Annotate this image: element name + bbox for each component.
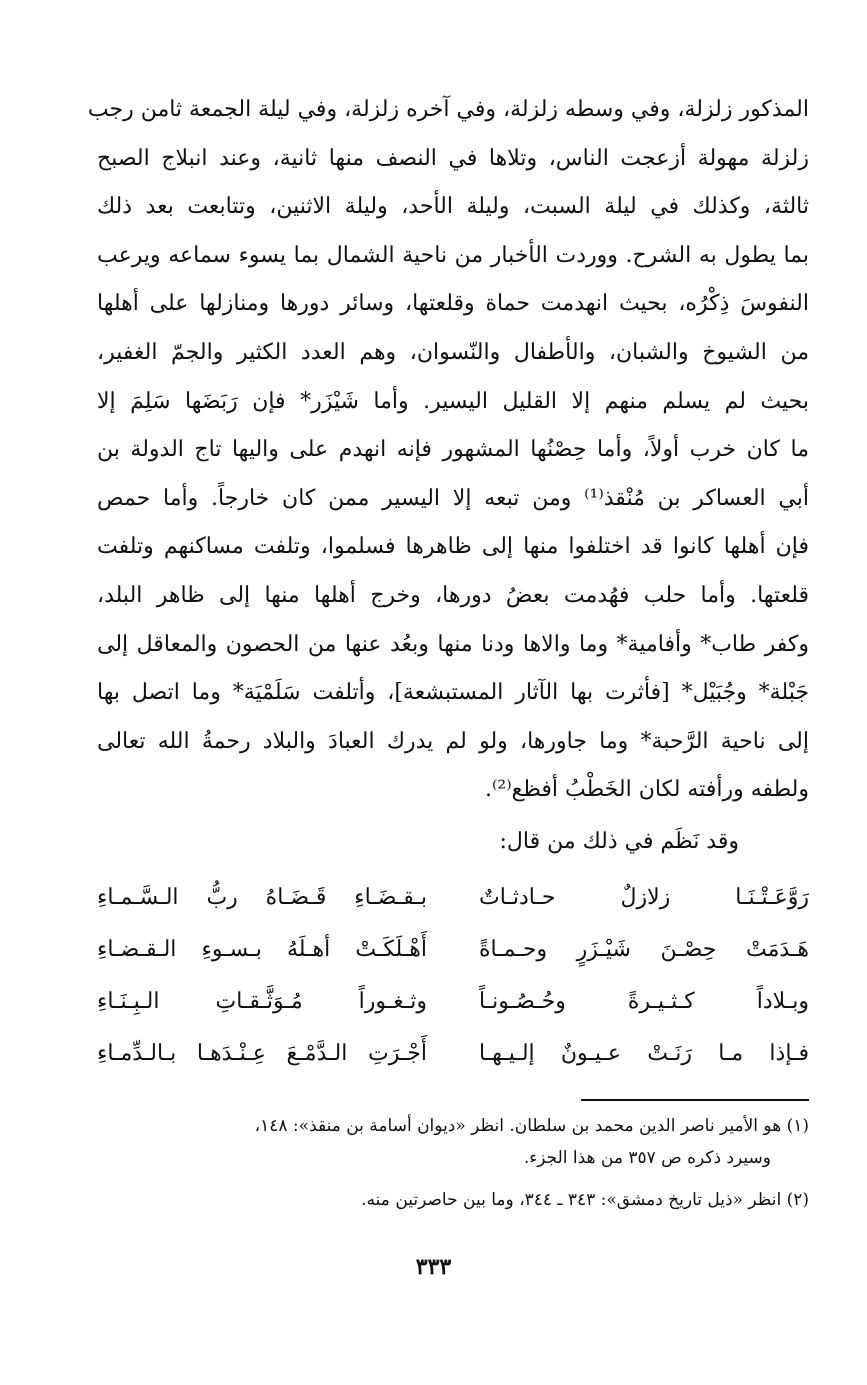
verse-second-half: وثـغـوراً مُـوَثَّـقـاتِ الـبِـنَـاءِ: [97, 989, 427, 1014]
text-line: بما يطول به الشرح. ووردت الأخبار من ناحية الشمال بما يسوء سماعه ويرعب: [97, 242, 809, 268]
text-line: النفوسَ ذِكْرُه، بحيث انهدمت حماة وقلعتها، وسائر دورها ومنازلها على أهلها: [97, 291, 809, 317]
verse-first-half: فـإذا مـا رَنَـتْ عـيـونٌ إلـيـهـا: [479, 1041, 809, 1066]
poem-verse: [97, 924, 809, 976]
verse-first-half: رَوَّعَـتْـنَـا زلازلٌ حـادثـاتٌ: [479, 885, 809, 910]
text-line: المذكور زلزلة، وفي وسطه زلزلة، وفي آخره زلزلة، وفي ليلة الجمعة ثامن رجب: [87, 97, 809, 122]
footnote-2: (٢) انظر «ذيل تاريخ دمشق»: ٣٤٣ ـ ٣٤٤، وما بين حاصرتين منه.: [361, 1190, 809, 1210]
main-text: [87, 86, 810, 815]
poem-verse: [97, 872, 809, 924]
page-number: ٣٣٣: [415, 1254, 452, 1280]
poem-verse: [97, 976, 809, 1028]
poem: [97, 872, 809, 1080]
poem-intro: وقد نَظَم في ذلك من قال:: [499, 829, 739, 854]
text-line: زلزلة مهولة أزعجت الناس، وتلاها في النصف منها ثانية، وعند انبلاج الصبح: [97, 145, 809, 171]
footnotes: [97, 1110, 809, 1216]
text-line: بحيث لم يسلم منهم إلا القليل اليسير. وأما شَيْزَر* فإن رَبَضَها سَلِمَ إلا: [97, 388, 809, 414]
text-line: قلعتها. وأما حلب فهُدمت بعضُ دورها، وخرج أهلها منها إلى ظاهر البلد،: [97, 582, 809, 608]
text-line: ولطفه ورأفته لكان الخَطْبُ أفظع⁽²⁾.: [485, 777, 809, 803]
text-line: أبي العساكر بن مُنْقذ⁽¹⁾ ومن تبعه إلا اليسير ممن كان خارجاً. وأما حمص: [97, 485, 810, 511]
verse-first-half: وبـلاداً كـثـيـرةً وحُـصُـونـاً: [479, 989, 809, 1014]
text-line: ثالثة، وكذلك في ليلة السبت، وليلة الأحد، وليلة الاثنين، وتتابعت بعد ذلك: [97, 194, 809, 220]
verse-second-half: أَجْـرَتِ الـدَّمْـعَ عِـنْـدَهـا بـالـدِّمـاءِ: [97, 1041, 427, 1066]
text-line: وكفر طاب* وأفامية* وما والاها ودنا منها وبعُد عنها من الحصون والمعاقل إلى: [97, 631, 809, 657]
text-line: فإن أهلها كانوا قد اختلفوا منها إلى ظاهرها فسلموا، وتلفت مساكنهم وتلفت: [97, 534, 809, 560]
verse-second-half: أَهْـلَكَـتْ أهـلَهُ بـسـوءِ الـقـضـاءِ: [97, 937, 427, 962]
text-line: من الشيوخ والشبان، والأطفال والنّسوان، وهم العدد الكثير والجمّ الغفير،: [97, 339, 809, 365]
footnote-divider: [581, 1099, 809, 1101]
verse-second-half: بـقـضَـاءِ قَـضَـاهُ ربُّ الـسَّـمـاءِ: [97, 885, 427, 910]
verse-first-half: هَـدَمَتْ حِصْـنَ شَيْـزَرٍ وحـمـاةً: [479, 937, 809, 962]
footnote-1: (١) هو الأمير ناصر الدين محمد بن سلطان. انظر «ديوان أسامة بن منقذ»: ١٤٨،: [254, 1116, 809, 1136]
poem-verse: [97, 1028, 809, 1080]
text-line: ما كان خرب أولاً، وأما حِصْنُها المشهور فإنه انهدم على واليها تاج الدولة بن: [97, 437, 809, 463]
text-line: جَبْلة* وجُبَيْل* [فأثرت بها الآثار المستبشعة]، وأتلفت سَلَمْيَة* وما اتصل بها: [97, 680, 809, 706]
text-line: إلى ناحية الرَّحبة* وما جاورها، ولو لم يدرك العبادَ والبلاد رحمةُ الله تعالى: [97, 728, 809, 754]
footnote-1-continuation: وسيرد ذكره ص ٣٥٧ من هذا الجزء.: [523, 1148, 771, 1168]
